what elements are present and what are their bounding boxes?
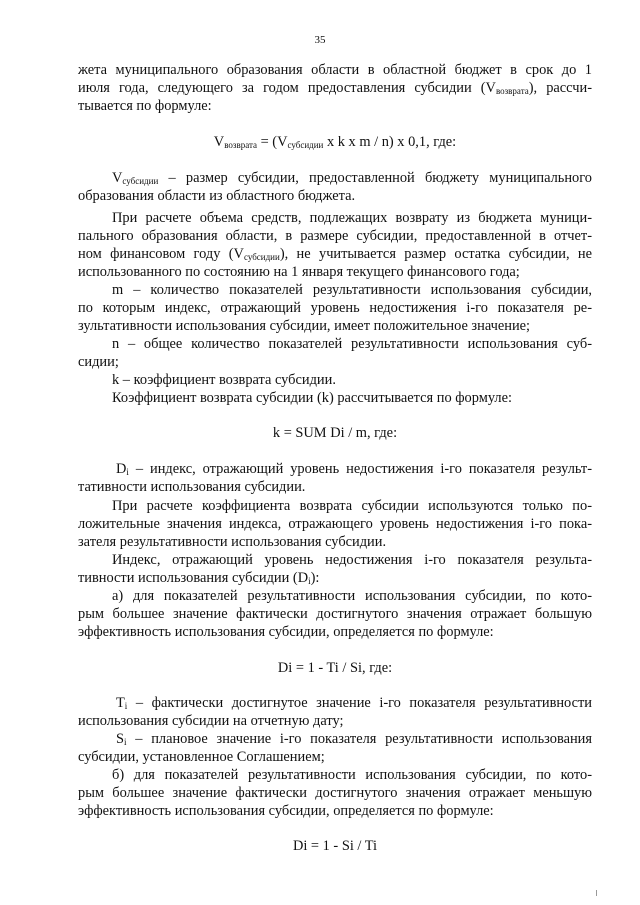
definition-line: $V_{субсидии}$ – размер субсидии, предоставленной бюджету муниципального (112, 170, 592, 186)
definition-line: субсидии, установленное Соглашением; (78, 749, 325, 765)
definition-line: зультативности использования субсидии, имеет положительное значение; (78, 318, 531, 334)
paragraph-line: пального образования области, в размере субсидии, предоставленной в отчет- (78, 228, 592, 244)
paragraph-line: жета муниципального образования области в областной бюджет в срок до 1 (78, 62, 592, 78)
paragraph-line: эффективность использования субсидии, определяется по формуле: (78, 803, 494, 819)
definition-line: $T_i$ – фактически достигнутое значение i-го показателя результативности (116, 695, 592, 711)
paragraph-line: Коэффициент возврата субсидии (k) рассчитывается по формуле: (112, 390, 512, 406)
paragraph-line: Индекс, отражающий уровень недостижения i-го показателя результа- (112, 552, 592, 568)
definition-line: m – количество показателей результативности использования субсидии, (112, 282, 592, 298)
paragraph-line: При расчете объема средств, подлежащих возврату из бюджета муници- (112, 210, 592, 226)
definition-line: сидии; (78, 354, 119, 370)
definition-line: k – коэффициент возврата субсидии. (112, 372, 336, 388)
formula-return-volume: $V_{возврата} = (V_{субсидии}$ x k x m / n) x 0,1, где: (213, 134, 457, 150)
paragraph-line: тывается по формуле: (78, 98, 212, 114)
paragraph-line: тивности использования субсидии $(D_i)$: (78, 570, 320, 586)
formula-coefficient: k = SUM Di / m, где: (272, 425, 398, 441)
formula-index-b: Di = 1 - Si / Ti (292, 838, 378, 854)
definition-line: образования области из областного бюджета. (78, 188, 356, 204)
paragraph-line: б) для показателей результативности использования субсидии, по кото- (112, 767, 592, 783)
paragraph-line: а) для показателей результативности использования субсидии, по кото- (112, 588, 592, 604)
paragraph-line: зателя результативности использования субсидии. (78, 534, 387, 550)
definition-line: использования субсидии на отчетную дату; (78, 713, 344, 729)
paragraph-line: рым большее значение фактически достигнутого значения отражает меньшую (78, 785, 592, 801)
paragraph-line: эффективность использования субсидии, определяется по формуле: (78, 624, 494, 640)
paragraph-line: ном финансовом году $(V_{субсидии})$, не учитывается размер остатка субсидии, не (78, 246, 593, 262)
paragraph-line: ложительные значения индекса, отражающего уровень недостижения i-го пока- (78, 516, 592, 532)
paragraph-line: При расчете коэффициента возврата субсидии используются только по- (112, 498, 592, 514)
definition-line: n – общее количество показателей результативности использования суб- (112, 336, 592, 352)
paragraph-line: использованного по состоянию на 1 января текущего финансового года; (78, 264, 520, 280)
definition-line: тативности использования субсидии. (78, 479, 306, 495)
formula-index-a: Di = 1 - Ti / Si, где: (277, 660, 393, 676)
paragraph-line: рым большее значение фактически достигнутого значения отражает большую (78, 606, 592, 622)
page-number: 35 (314, 34, 326, 46)
scan-mark (596, 890, 597, 896)
paragraph-line: июля года, следующего за годом предоставления субсидии $(V_{возврата})$, рассчи- (78, 80, 592, 96)
definition-line: $S_i$ – плановое значение i-го показателя результативности использования (116, 731, 592, 747)
definition-line: по которым индекс, отражающий уровень недостижения i-го показателя ре- (78, 300, 592, 316)
definition-line: $D_i$ – индекс, отражающий уровень недостижения i-го показателя результ- (116, 461, 592, 477)
